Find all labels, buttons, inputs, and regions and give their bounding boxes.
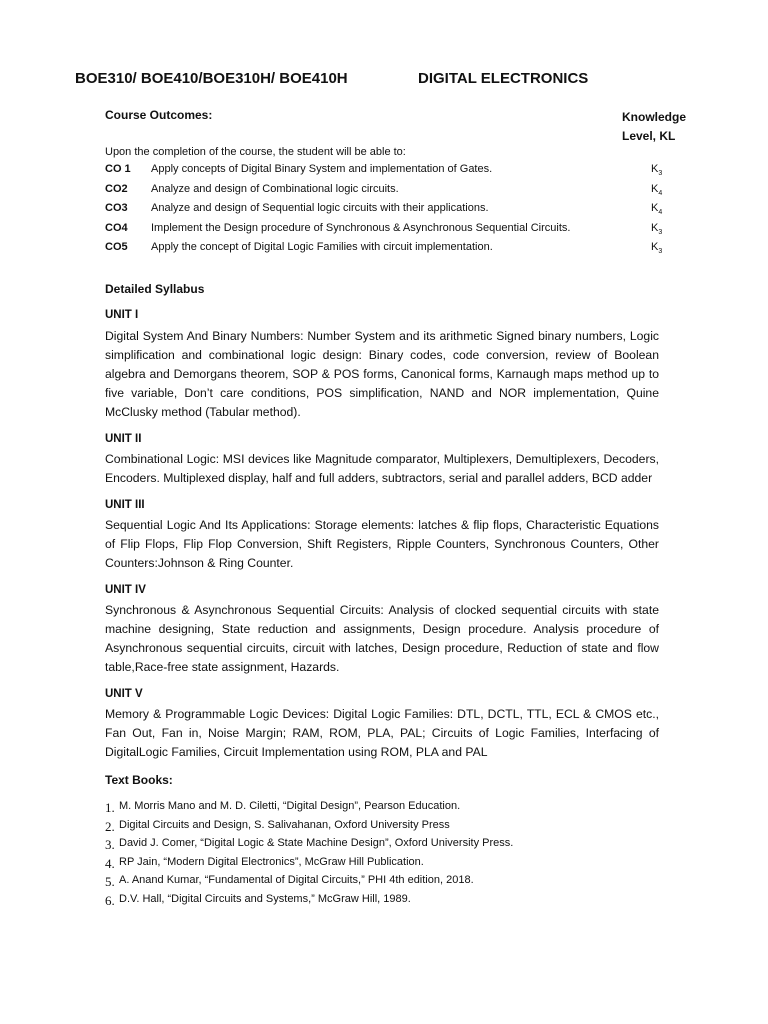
unit-title: UNIT II [105, 433, 142, 445]
book-number: 6. [105, 892, 115, 908]
co-text: Analyze and design of Combinational logic circuits. [151, 182, 399, 195]
unit-body: Combinational Logic: MSI devices like Magnitude comparator, Multiplexers, Demultiplexers, Decoders, Encoders. Multiplexed display, half and full adders, subtractors, serial and parallel adders, BCD adder [105, 452, 659, 485]
kl-heading-line2: Level, KL [622, 129, 676, 143]
co-kl: $K_3$ [651, 241, 663, 256]
co-kl: $K_3$ [651, 221, 663, 236]
text-books-list [105, 800, 513, 911]
unit-title: UNIT I [105, 309, 139, 321]
list-item [105, 819, 513, 838]
co-id: CO2 [105, 182, 128, 195]
co-row [105, 241, 675, 261]
list-item [105, 856, 513, 875]
co-id: CO4 [105, 221, 128, 234]
book-number: 5. [105, 874, 115, 889]
book-citation: D.V. Hall, “Digital Circuits and Systems,” McGraw Hill, 1989. [119, 892, 411, 905]
co-text: Apply concepts of Digital Binary System and implementation of Gates. [151, 163, 493, 175]
list-item [105, 893, 513, 912]
unit-body: Sequential Logic And Its Applications: Storage elements: latches & flip flops, Characteristic Equations of Flip Flops, Flip Flop Conversion, Shift Registers, Ripple Counters, Synchronous Counters, Other Counters:Johnson & Ring Counter. [105, 518, 659, 570]
course-outcomes-heading: Course Outcomes: [105, 108, 213, 122]
course-title: DIGITAL ELECTRONICS [418, 70, 589, 87]
unit-body: Digital System And Binary Numbers: Number System and its arithmetic Signed binary numbers, Logic simplification and combinational logic design: Binary codes, code conversion, review of Boolean algebra and Demorgans theorem, SOP & POS forms, Canonical forms, Karnaugh maps method up to five variable, Don’t care conditions, POS simplification, NAND and NOR implementation, Quine McClusky method (Tabular method). [105, 329, 659, 419]
co-kl: $K_4$ [651, 182, 663, 197]
book-number: 1. [105, 800, 115, 815]
unit-body: Synchronous & Asynchronous Sequential Circuits: Analysis of clocked sequential circuits with state machine designing, State reduction and assignments, Design procedure. Analysis procedure of Asynchronous sequential circuits, circuit with latches, Design procedure, Reduction of state and flow table,Race-free state assignment, Hazards. [105, 603, 659, 674]
unit-title: UNIT III [105, 499, 145, 511]
book-number: 3. [105, 837, 115, 852]
unit-title: UNIT IV [105, 584, 146, 596]
book-citation: A. Anand Kumar, “Fundamental of Digital Circuits,” PHI 4th edition, 2018. [119, 874, 474, 886]
co-row [105, 222, 675, 242]
unit-title: UNIT V [105, 688, 143, 700]
co-kl: $K_4$ [651, 202, 663, 217]
book-number: 4. [105, 855, 115, 871]
co-id: CO3 [105, 202, 128, 214]
book-citation: RP Jain, “Modern Digital Electronics”, McGraw Hill Publication. [119, 855, 424, 868]
co-text: Implement the Design procedure of Synchronous & Asynchronous Sequential Circuits. [151, 221, 571, 234]
book-citation: Digital Circuits and Design, S. Salivahanan, Oxford University Press [119, 818, 450, 831]
co-text: Apply the concept of Digital Logic Families with circuit implementation. [151, 241, 493, 253]
co-id: CO5 [105, 241, 128, 253]
text-books-heading: Text Books: [105, 773, 173, 787]
course-codes: BOE310/ BOE410/BOE310H/ BOE410H [75, 70, 348, 87]
co-row [105, 202, 675, 222]
book-citation: M. Morris Mano and M. D. Ciletti, “Digital Design”, Pearson Education. [119, 800, 461, 812]
book-citation: David J. Comer, “Digital Logic & State Machine Design”, Oxford University Press. [119, 837, 514, 849]
co-kl: $K_3$ [651, 163, 663, 178]
kl-heading-line1: Knowledge [622, 110, 687, 124]
list-item [105, 874, 513, 893]
co-text: Analyze and design of Sequential logic circuits with their applications. [151, 202, 489, 214]
detailed-syllabus-heading: Detailed Syllabus [105, 282, 205, 296]
knowledge-level-heading [622, 108, 686, 146]
list-item [105, 837, 513, 856]
course-outcomes-intro: Upon the completion of the course, the student will be able to: [105, 146, 406, 158]
list-item [105, 800, 513, 819]
unit-body: Memory & Programmable Logic Devices: Digital Logic Families: DTL, DCTL, TTL, ECL & CMOS etc., Fan Out, Fan in, Noise Margin; RAM, ROM, PLA, PAL; Circuits of Logic Families, Interfacing of DigitalLogic Families, Circuit Implementation using ROM, PLA and PAL [105, 707, 659, 759]
co-id: CO 1 [105, 163, 131, 175]
co-row [105, 183, 675, 203]
course-outcomes-table [105, 163, 675, 261]
book-number: 2. [105, 818, 115, 834]
co-row [105, 163, 675, 183]
